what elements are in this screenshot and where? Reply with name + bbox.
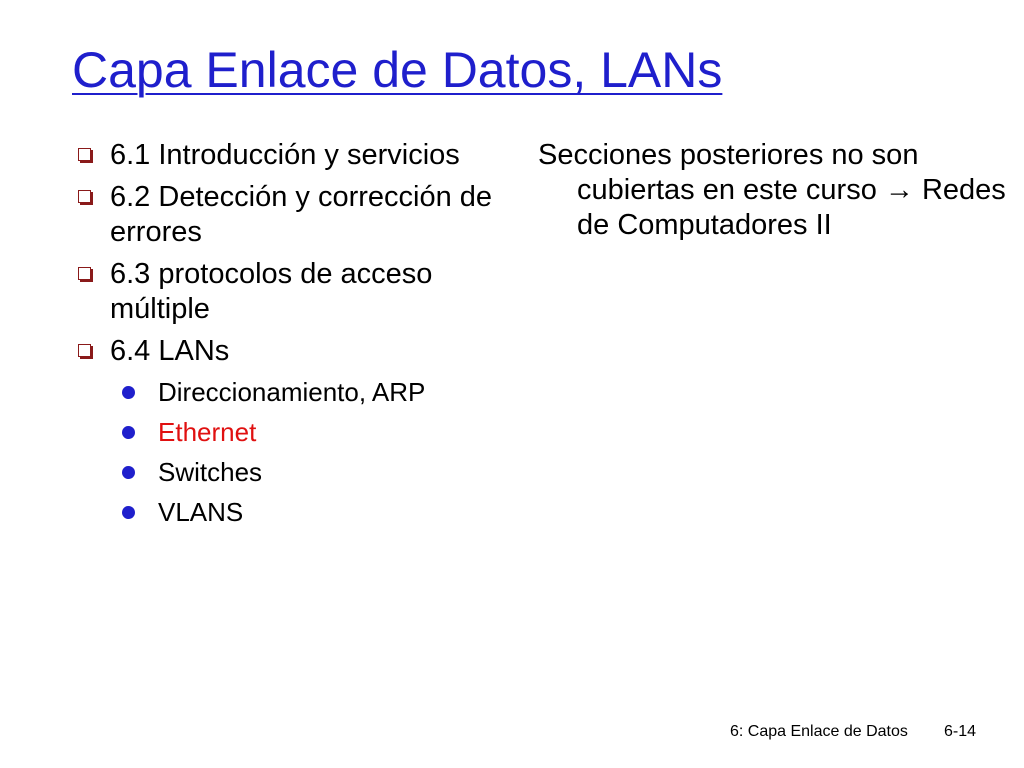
subtopic-item bbox=[72, 376, 512, 408]
topic-item-label: 6.4 LANs bbox=[110, 335, 230, 367]
checkbox-icon bbox=[78, 344, 91, 357]
footer-page-number: 6-14 bbox=[944, 723, 977, 740]
subtopic-item-label: Direccionamiento, ARP bbox=[158, 377, 426, 407]
subtopic-item-highlighted bbox=[72, 416, 512, 448]
topic-item-label: 6.3 protocolos de acceso múltiple bbox=[110, 258, 433, 325]
subtopic-item-label: Switches bbox=[158, 457, 263, 487]
subtopic-list bbox=[72, 376, 512, 528]
subtopic-item-label: Ethernet bbox=[158, 417, 257, 447]
bullet-icon bbox=[122, 466, 135, 479]
subtopic-item-label: VLANS bbox=[158, 497, 244, 527]
checkbox-icon bbox=[78, 267, 91, 280]
topic-item bbox=[72, 257, 512, 327]
bullet-icon bbox=[122, 426, 135, 439]
topic-item bbox=[72, 180, 512, 250]
subtopic-item bbox=[72, 496, 512, 528]
footer-chapter-label: 6: Capa Enlace de Datos bbox=[730, 723, 908, 740]
slide-title: Capa Enlace de Datos, LANs bbox=[72, 42, 723, 98]
topic-item bbox=[72, 334, 512, 369]
topic-list bbox=[72, 138, 512, 536]
topic-item-label: 6.2 Detección y corrección de errores bbox=[110, 181, 493, 248]
bullet-icon bbox=[122, 386, 135, 399]
side-note: Secciones posteriores no son cubiertas en este curso → Redes de Computadores II bbox=[538, 139, 1006, 241]
topic-item-label: 6.1 Introducción y servicios bbox=[110, 139, 460, 171]
bullet-icon bbox=[122, 506, 135, 519]
topic-item bbox=[72, 138, 512, 173]
checkbox-icon bbox=[78, 148, 91, 161]
checkbox-icon bbox=[78, 190, 91, 203]
subtopic-item bbox=[72, 456, 512, 488]
